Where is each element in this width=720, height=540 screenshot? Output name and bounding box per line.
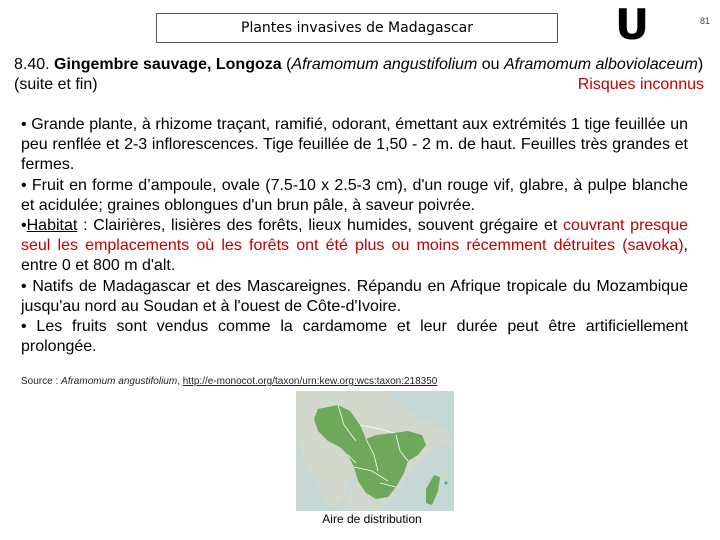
heading-number: 8.40. xyxy=(14,56,55,73)
source-link[interactable]: http://e-monocot.org/taxon/urn:kew.org:wcs:taxon:218350 xyxy=(182,376,438,387)
source-label: Source : xyxy=(21,376,62,387)
distribution-map xyxy=(296,391,454,511)
habitat-label: Habitat xyxy=(26,217,78,235)
paragraph-habitat xyxy=(21,216,688,277)
heading-scientific-name-2: Aframomum alboviolaceum xyxy=(503,56,698,73)
heading-paren-open: ( xyxy=(281,56,292,73)
source-species: Aframomum angustifolium xyxy=(61,376,178,387)
document-title: Plantes invasives de Madagascar xyxy=(241,20,473,36)
habitat-altitude: , entre 0 et 800 m d'alt. xyxy=(21,237,688,275)
habitat-bullet: • xyxy=(21,217,27,235)
species-heading xyxy=(14,55,704,95)
heading-connector: ou xyxy=(477,56,504,73)
source-separator: , xyxy=(177,376,183,387)
heading-paren-close: ) xyxy=(697,56,704,73)
page-number: 81 xyxy=(699,16,710,26)
source-line xyxy=(21,376,701,387)
paragraph-fruit: • Fruit en forme d’ampoule, ovale (7.5-10 x 2.5-3 cm), d'un rouge vif, glabre, à pulpe blanche et acidulée; graines oblongues d'un brun pâle, à saveur poivrée. xyxy=(21,176,688,214)
heading-scientific-name-1: Aframomum angustifolium xyxy=(291,56,478,73)
habitat-highlight: couvrant presque seul les emplacements où les forêts ont été plus ou moins récemment détruites (savoka) xyxy=(21,217,688,255)
paragraph-morphology: • Grande plante, à rhizome traçant, ramifié, odorant, émettant aux extrémités 1 tige feuillée un peu renflée et 2-3 inflorescences. Tige feuillée de 1,50 - 2 m. de haut. Feuilles très grandes et fermes. xyxy=(21,116,688,174)
description-text xyxy=(21,115,688,357)
risk-label: Risques inconnus xyxy=(577,76,704,93)
paragraph-distribution: • Natifs de Madagascar et des Mascareignes. Répandu en Afrique tropicale du Mozambique jusqu'au nord au Soudan et à l'ouest de Côte-d'Ivoire. xyxy=(21,277,688,315)
document-title-box xyxy=(156,13,558,43)
heading-suffix: (suite et fin) xyxy=(14,76,98,93)
map-mascarene-islands xyxy=(444,481,447,484)
habitat-text: : Clairières, lisières des forêts, lieux humides, souvent grégaire et xyxy=(77,217,564,235)
paragraph-uses: • Les fruits sont vendus comme la cardamome et leur durée peut être artificiellement prolongée. xyxy=(21,318,688,356)
map-caption: Aire de distribution xyxy=(322,512,422,526)
status-badge: U xyxy=(614,0,650,49)
heading-common-names: Gingembre sauvage, Longoza xyxy=(54,56,282,73)
